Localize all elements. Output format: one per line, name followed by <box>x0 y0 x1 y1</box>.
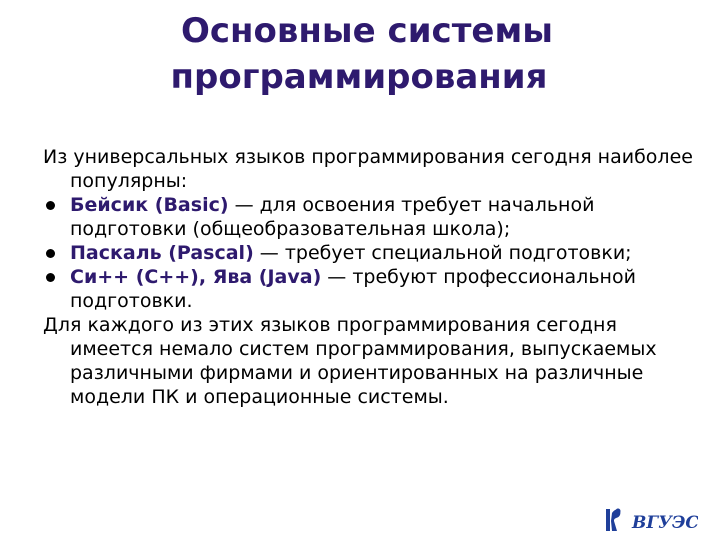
bullet-icon <box>46 249 55 258</box>
bullet-item <box>43 193 693 241</box>
bullet-desc: — требует специальной подготовки; <box>253 242 632 264</box>
slide-title <box>0 8 720 100</box>
bullet-item <box>43 265 693 313</box>
bullet-desc: — требуют профессиональной подготовки. <box>70 266 636 312</box>
university-logo <box>602 505 698 535</box>
intro-paragraph: Из универсальных языков программирования сегодня наиболее популярны: <box>43 146 693 192</box>
title-line-1: Основные системы <box>181 11 553 51</box>
university-emblem-icon <box>602 505 698 535</box>
bullet-term: Бейсик (Basic) <box>70 194 229 216</box>
bullet-desc: — для освоения требует начальной подготовки (общеобразовательная школа); <box>70 194 595 240</box>
outro-paragraph: Для каждого из этих языков программирования сегодня имеется немало систем программирования, выпускаемых различными фирмами и ориентированных на различные модели ПК и операционные системы. <box>43 314 657 408</box>
bullet-term: Паскаль (Pascal) <box>70 242 254 264</box>
title-line-2: программирования <box>170 57 548 97</box>
logo-text: ВГУЭС <box>632 513 698 533</box>
slide-body <box>43 145 693 409</box>
bullet-icon <box>46 201 55 210</box>
bullet-term: Си++ (C++), Ява (Java) <box>70 266 322 288</box>
bullet-list <box>43 193 693 313</box>
bullet-item <box>43 241 693 265</box>
bullet-icon <box>46 273 55 282</box>
